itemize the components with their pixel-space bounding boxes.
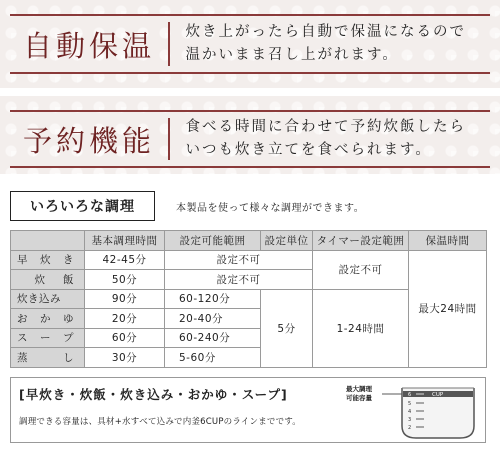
feature-description-line: 温かいまま召し上がれます。	[185, 47, 399, 63]
time-cell: 90分	[85, 289, 165, 309]
mode-name-cell	[11, 348, 85, 368]
mode-name-char: き	[63, 254, 74, 267]
table-header-cell: 設定可能範囲	[165, 231, 261, 251]
time-cell: 30分	[85, 348, 165, 368]
feature-panel-timer	[0, 96, 500, 174]
range-cell: 20-40分	[165, 309, 261, 329]
max-capacity-label-line2: 可能容量	[346, 394, 372, 402]
mode-name-cell	[11, 270, 85, 290]
range-cell: 60-120分	[165, 289, 261, 309]
capacity-title: [早炊き・炊飯・炊き込み・おかゆ・スープ]	[19, 387, 288, 402]
table-header-cell: タイマー設定範囲	[313, 231, 409, 251]
mode-name-cell: 炊き込み	[11, 289, 85, 309]
mode-name-char: 蒸	[17, 351, 28, 364]
table-header-cell: 保温時間	[409, 231, 487, 251]
section-note: 本製品を使って様々な調理ができます。	[176, 203, 365, 214]
mode-name-char: 早	[17, 254, 28, 267]
time-cell: 20分	[85, 309, 165, 329]
mode-name-cell	[11, 250, 85, 270]
feature-description	[170, 21, 467, 67]
graduation-label: 2	[408, 425, 412, 431]
table-header-cell: 設定単位	[261, 231, 313, 251]
mode-name-char: ー	[40, 332, 51, 345]
time-cell: 60分	[85, 328, 165, 348]
table-row	[11, 250, 487, 270]
mode-name-char: お	[17, 312, 28, 325]
keep-warm-cell: 最大24時間	[409, 250, 487, 367]
mode-name-cell	[11, 309, 85, 329]
feature-description-line: 炊き上がったら自動で保温になるので	[185, 24, 466, 40]
range-cell: 5-60分	[165, 348, 261, 368]
no-setting-cell: 設定不可	[165, 250, 313, 270]
capacity-box	[10, 377, 486, 443]
timer-no-setting-cell: 設定不可	[313, 250, 409, 289]
table-header-cell: 基本調理時間	[85, 231, 165, 251]
mode-name-char: ゆ	[63, 312, 74, 325]
mode-name-char: か	[40, 312, 51, 325]
section-label: いろいろな調理	[10, 191, 155, 221]
max-capacity-label-line1: 最大調理	[346, 385, 372, 393]
cup-label: CUP	[432, 392, 444, 398]
unit-cell: 5分	[261, 289, 313, 367]
capacity-note: 調理できる容量は、具材+水すべて込みで内釜6CUPのラインまでです。	[19, 417, 302, 427]
mode-name-cell	[11, 328, 85, 348]
feature-panel-auto-warm	[0, 0, 500, 88]
mode-name-char: ス	[17, 332, 28, 345]
timer-range-cell: 1-24時間	[313, 289, 409, 367]
table-header-cell	[11, 231, 85, 251]
graduation-label: 5	[408, 401, 412, 407]
mode-name-char: 飯	[63, 273, 74, 286]
mode-name-char: プ	[63, 332, 74, 345]
time-cell: 42-45分	[85, 250, 165, 270]
cooking-table	[10, 230, 487, 368]
mode-name-char: 炊	[40, 254, 51, 267]
table-header-row	[11, 231, 487, 251]
feature-description	[170, 116, 467, 162]
feature-frame	[10, 110, 490, 168]
feature-title: 自動保温	[22, 28, 155, 63]
time-cell: 50分	[85, 270, 165, 290]
mode-name-char: し	[63, 351, 74, 364]
feature-description-line: 食べる時間に合わせて予約炊飯したら	[185, 119, 466, 135]
no-setting-cell: 設定不可	[165, 270, 313, 290]
range-cell: 60-240分	[165, 328, 261, 348]
mode-name-char: 炊	[34, 273, 46, 286]
graduation-label: 3	[408, 417, 412, 423]
feature-title: 予約機能	[22, 123, 155, 158]
inner-pot-diagram	[344, 382, 476, 440]
feature-frame	[10, 14, 490, 74]
graduation-label: 6	[408, 392, 412, 398]
graduation-label: 4	[408, 409, 412, 415]
feature-description-line: いつも炊き立てを食べられます。	[185, 142, 432, 158]
